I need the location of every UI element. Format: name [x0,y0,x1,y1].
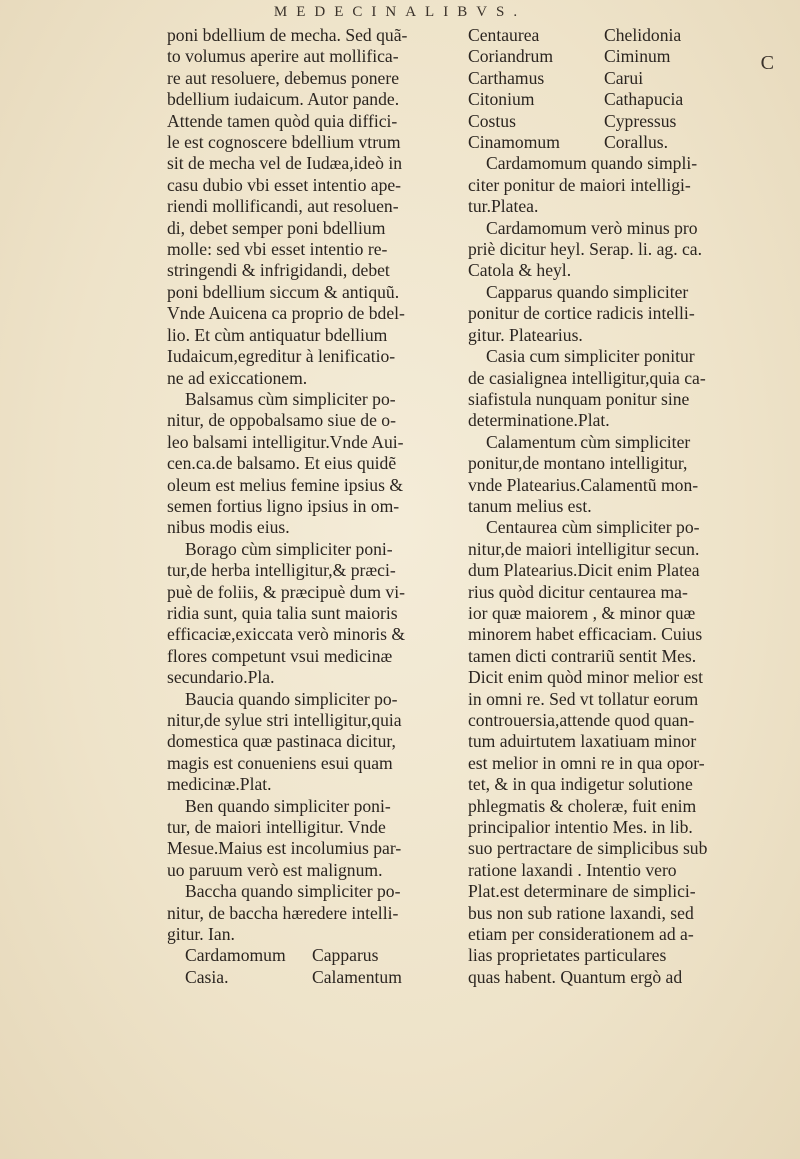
text-line: Ben quando simpliciter poni- [185,795,391,816]
herb-name: Capparus [312,945,379,966]
text-line: priè dicitur heyl. Serap. li. ag. ca. [468,239,703,260]
text-line: determinatione.Plat. [468,410,610,431]
text-line: flores competunt vsui medicinæ [167,645,393,666]
text-line: Dicit enim quòd minor melior est [468,667,704,688]
text-line: Cardamomum quando simpli- [486,153,698,174]
text-line: re aut resoluere, debemus ponere [167,67,400,88]
text-line: lio. Et cùm antiquatur bdellium [167,324,388,345]
text-line: Cardamomum verò minus pro [486,217,698,238]
text-line: tet, & in qua indigetur solutione [468,774,693,795]
text-line: est melior in omni re in qua opor- [468,752,705,773]
text-line: ridia sunt, quia talia sunt maioris [167,602,398,623]
text-line: Vnde Auicena ca proprio de bdel- [167,303,405,324]
text-line: nitur,de maiori intelligitur secun. [468,538,700,559]
herb-list-row [468,111,760,132]
text-line: gitur. Ian. [167,924,235,945]
text-line: cen.ca.de balsamo. Et eius quidẽ [167,453,397,474]
herb-list-row [167,967,454,988]
text-line: Capparus quando simpliciter [486,281,689,302]
text-line: Borago cùm simpliciter poni- [185,538,393,559]
running-head: MEDECINALIBVS. [273,4,527,20]
herb-name: Chelidonia [604,25,682,45]
text-line: ponitur de cortice radicis intelli- [468,303,695,324]
text-line: leo balsami intelligitur.Vnde Aui- [167,431,404,452]
herb-name: Carui [604,67,644,88]
text-line: nibus modis eius. [167,517,290,538]
herb-list-row [468,46,760,67]
text-line: Catola & heyl. [468,260,572,281]
herb-list-row [468,89,760,110]
text-line: poni bdellium siccum & antiquũ. [167,281,400,302]
text-line: Plat.est determinare de simplici- [468,881,696,902]
text-line: efficaciæ,exiccata verò minoris & [167,624,406,645]
herb-name: Calamentum [312,966,402,987]
text-line: riendi mollificandi, aut resoluen- [167,196,399,217]
text-line: Casia cum simpliciter ponitur [486,346,695,367]
text-line: ponitur,de montano intelligitur, [468,453,688,474]
text-line: tum aduirtutem laxatiuam minor [468,731,697,752]
text-line: le est cognoscere bdellium vtrum [167,132,401,153]
text-line: vnde Platearius.Calamentũ mon- [468,474,699,495]
right-column [468,25,760,988]
text-line: secundario.Pla. [167,667,275,688]
herb-name: Casia. [185,966,229,987]
text-line: suo pertractare de simplicibus sub [468,838,708,859]
text-line: semen fortius ligno ipsius in om- [167,495,400,516]
text-line: controuersia,attende quod quan- [468,710,695,730]
text-line: puè de foliis, & præcipuè dum vi- [167,581,405,602]
text-line: Baccha quando simpliciter po- [185,881,401,902]
text-line: stringendi & infrigidandi, debet [167,260,390,281]
left-column [167,25,454,988]
text-line: oleum est melius femine ipsius & [167,474,404,495]
text-line: de casialignea intelligitur,quia ca- [468,367,706,388]
text-line: principalior intentio Mes. in lib. [468,817,693,838]
text-line: tanum melius est. [468,495,592,516]
text-line: Baucia quando simpliciter po- [185,688,398,709]
text-line: Calamentum cùm simpliciter [486,431,691,452]
text-line: Iudaicum,egreditur à lenificatio- [167,346,396,367]
text-line: Centaurea cùm simpliciter po- [486,517,700,538]
text-line: sit de mecha vel de Iudæa,ideò in [167,153,402,174]
margin-letter: C [760,52,774,74]
herb-name: Cathapucia [604,89,684,110]
text-line: minorem habet efficaciam. Cuius [468,624,703,645]
text-line: to volumus aperire aut mollifica- [167,46,399,67]
herb-name: Cinamomum [468,132,560,153]
text-line: tamen dicti contrariũ sentit Mes. [468,645,697,666]
text-line: molle: sed vbi esset intentio re- [167,239,388,260]
herb-list-row [468,132,760,153]
text-line: citer ponitur de maiori intelligi- [468,174,691,195]
herb-name: Coriandrum [468,46,554,67]
text-line: tur,de herba intelligitur,& præci- [167,560,396,581]
herb-name: Corallus. [604,132,669,153]
text-line: medicinæ.Plat. [167,774,272,795]
text-line: bdellium iudaicum. Autor pande. [167,89,400,110]
herb-name: Carthamus [468,67,545,88]
text-line: lias proprietates particulares [468,945,667,966]
herb-list-row [468,25,760,46]
herb-name: Cardamomum [185,945,286,966]
text-line: ior quæ maiorem , & minor quæ [468,602,696,623]
herb-name: Costus [468,110,516,131]
text-line: Attende tamen quòd quia diffici- [167,110,398,131]
herb-name: Centaurea [468,25,540,45]
herb-list-row [167,945,454,966]
text-line: in omni re. Sed vt tollatur eorum [468,688,699,709]
text-line: Balsamus cùm simpliciter po- [185,388,396,409]
text-line: tur, de maiori intelligitur. Vnde [167,817,386,838]
text-line: phlegmatis & choleræ, fuit enim [468,795,697,816]
text-line: dum Platearius.Dicit enim Platea [468,560,700,581]
text-line: quas habent. Quantum ergò ad [468,966,683,987]
herb-name: Cypressus [604,110,677,131]
text-line: magis est conueniens esui quam [167,752,393,773]
text-line: uo paruum verò est malignum. [167,859,383,880]
herb-name: Citonium [468,89,535,110]
text-line: siafistula nunquam ponitur sine [468,388,690,409]
text-line: nitur,de sylue stri intelligitur,quia [167,710,402,730]
text-line: Mesue.Maius est incolumius par- [167,838,402,859]
herb-list-row [468,68,760,89]
text-line: poni bdellium de mecha. Sed quã- [167,25,408,45]
text-line: nitur, de oppobalsamo siue de o- [167,410,396,431]
text-line: nitur, de baccha hæredere intelli- [167,902,399,923]
text-line: rius quòd dicitur centaurea ma- [468,581,688,602]
text-line: etiam per considerationem ad a- [468,924,694,945]
herb-name: Ciminum [604,46,671,67]
text-line: gitur. Platearius. [468,324,583,345]
text-line: ne ad exiccationem. [167,367,308,388]
text-line: tur.Platea. [468,196,539,217]
text-line: casu dubio vbi esset intentio ape- [167,174,402,195]
text-line: ratione laxandi . Intentio vero [468,859,677,880]
text-line: di, debet semper poni bdellium [167,217,386,238]
text-line: domestica quæ pastinaca dicitur, [167,731,396,752]
text-line: bus non sub ratione laxandi, sed [468,902,694,923]
